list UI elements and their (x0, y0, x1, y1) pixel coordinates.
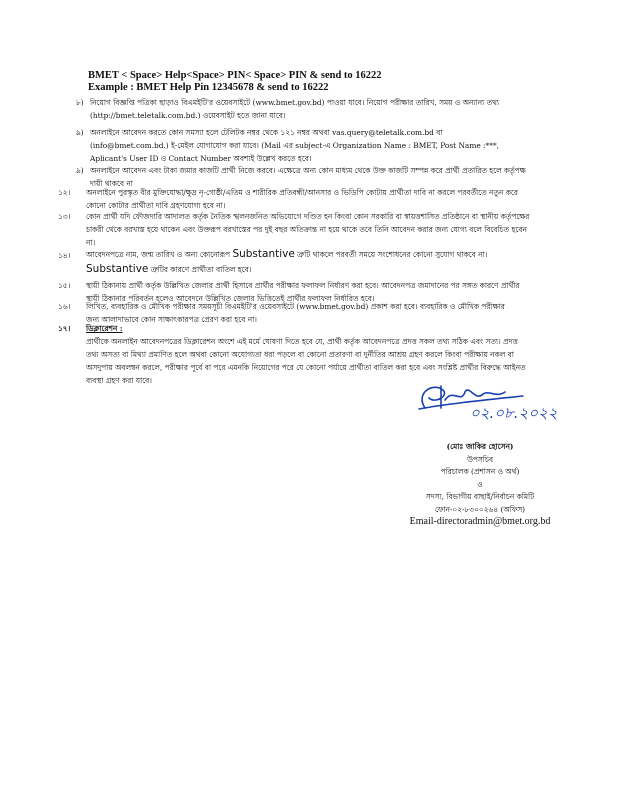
sms-format-line: BMET < Space> Help<Space> PIN< Space> PIN & send to 16222 (88, 70, 382, 81)
item-number: ৯) (76, 166, 84, 175)
item-text-segment: আবেদনপত্রে নাম, জন্ম তারিখ ও অন্য কোনোরূপ (86, 250, 231, 259)
signatory-designation: উপসচিব (467, 454, 493, 464)
list-item-8 (58, 96, 568, 126)
item-text-segment: ত্রুটির কারণে প্রার্থীতা বাতিল হবে। (150, 265, 252, 274)
signatory-email: Email-directoradmin@bmet.org.bd (409, 516, 551, 527)
signatory-name: (মোঃ জাকির হোসেন) (446, 442, 514, 451)
signatory-phone: ফোন-০২-৮৩০০২৬৪ (অফিস) (434, 504, 526, 514)
item-text-line: কোন প্রার্থী যদি ফৌজদারি আদালত কর্তৃক নৈতিক স্খলনজনিত অভিযোগে দণ্ডিত হন কিংবা কোন সরকারি বা স্বায়ত্তশাসিত প্রতিষ্ঠানে বা স্থানীয় কর্তৃপক্ষের (86, 212, 530, 221)
list-item-14 (58, 247, 568, 277)
item-text-line: প্রার্থীকে অনলাইন আবেদনপত্রের ডিক্লারেশন অংশে এই মর্মে ঘোষণা দিতে হবে যে, প্রার্থী কর্তৃক আবেদনপত্রে প্রদত্ত সকল তথ্য সঠিক এবং সত্য। প্রদত্ত (86, 337, 518, 346)
item-text-line: কোনো কোটার প্রার্থীতা দাবি গ্রহণযোগ্য হবে না। (86, 201, 226, 210)
signatory-committee: সদস্য, বিভাগীয় বাছাই/নির্বাচন কমিটি (425, 492, 535, 501)
item-number: ৯) (76, 128, 84, 137)
item-text-line: নিয়োগ বিজ্ঞপ্তি পত্রিকা ছাড়াও বিএমইটি'র ওয়েবসাইটে (www.bmet.gov.bd) পাওয়া যাবে। নিয়োগ পরীক্ষার তারিখ, সময় ও অন্যান্য তথ্য (90, 98, 500, 107)
item-text-segment: ত্রুটি থাকলে পরবর্তী সময়ে সংশোধনের কোনো সুযোগ থাকবে না। (297, 250, 488, 259)
item-number: ১৩। (58, 212, 71, 221)
signatory-and: ও (477, 479, 483, 489)
substantive-term: Substantive (232, 248, 295, 260)
list-item-9 (58, 126, 568, 166)
item-number: ১৪। (58, 251, 71, 260)
signature-date: ০২.০৮.২০২২ (470, 404, 558, 422)
item-text-line: চাকরী থেকে বরখাস্ত হয়ে থাকেন এবং উক্তরূপ বরখাস্তের পর দুই বছর অতিক্রান্ত না হয়ে থাকে তবে তিনি আবেদন করার জন্য যোগ্য বলে বিবেচিত হবেন (86, 225, 527, 234)
item-number: ১৫। (58, 281, 71, 290)
signatory-office: পরিচালক (প্রশাসন ও অর্থ) (440, 467, 520, 476)
signature-block (360, 441, 600, 529)
website-link-text: (http://bmet.teletalk.com.bd.) ওয়েবসাইট হতে জানা যাবে। (90, 111, 286, 120)
item-text-line: লিখিত, ব্যবহারিক ও মৌখিক পরীক্ষার সময়সূচী বিএমইটি'র ওয়েবসাইটে (www.bmet.gov.bd) প্রকাশ করা হবে। ব্যবহারিক ও মৌখিক পরীক্ষার (86, 302, 505, 311)
item-text-line: অনলাইনে পুরস্কৃত বীর মুক্তিযোদ্ধা/ক্ষুদ্র নৃ-গোষ্ঠী/এতিম ও শারীরিক প্রতিবন্ধী/আনসার ও ভিডিপি কোটায় প্রার্থীতা দাবি না করলে পরবর্তীতে নতুন করে (86, 188, 518, 197)
item-number: ১৬। (58, 302, 71, 311)
item-number: ১৭। (58, 324, 71, 333)
item-text-line: অনলাইনে আবেদন এবং টাকা জমার কাজটি প্রার্থী নিজে করবে। এক্ষেত্রে অন্য কোন মাধ্যম থেকে উক্ত কাজটি সম্পন্ন করে প্রার্থী প্রতারিত হলে কর্তৃপক্ষ (90, 166, 526, 175)
item-text-line: স্থায়ী ঠিকানায় প্রার্থী কর্তৃক উল্লিখিত জেলার প্রার্থী হিসাবে প্রার্থীর পরীক্ষার ফলাফল নির্ধারণ করা হবে। আবেদনপত্র জমাদানের পর সঙ্গত কারণে প্রার্থীর (86, 281, 520, 290)
list-item-13 (58, 210, 568, 250)
item-text-line: তথ্য অসত্য বা মিথ্যা প্রমাণিত হলে অথবা কোনো অযোগ্যতা ধরা পড়লে বা কোনো প্রতারণা বা দুর্নীতির আশ্রয় গ্রহণ করলে কিংবা পরীক্ষায় নকল বা (86, 350, 514, 359)
item-number: ৮) (76, 98, 84, 107)
item-text-line: Aplicant's User ID ও Contact Number অবশ্যই উল্লেখ করতে হবে। (90, 154, 312, 163)
item-text-line: ব্যবস্থা গ্রহণ করা যাবে। (86, 376, 152, 385)
item-text-line: না। (86, 238, 96, 247)
item-text-line: স্থায়ী ঠিকানার পরিবর্তন হলেও আবেদনে উল্লিখিত জেলার ভিত্তিতেই প্রার্থীর ফলাফল নির্ধারিত হবে। (86, 294, 375, 303)
item-text-line: জন্য আলাদাভাবে কোন সাক্ষাৎকারপত্র প্রেরণ করা হবে না। (86, 315, 257, 324)
sms-example-line: Example : BMET Help Pin 12345678 & send to 16222 (88, 82, 329, 93)
item-text-line: অসদুপায় অবলম্বন করলে, পরীক্ষার পূর্বে বা পরে এমনকি নিয়োগের পরে যে কোনো পর্যায়ে প্রার্থীতা বাতিল করা হবে এবং সংশ্লিষ্ট প্রার্থীর বিরুদ্ধে আইনত (86, 363, 526, 372)
item-text-line: (info@bmet.com.bd.) ই-মেইল যোগাযোগ করা যাবে। (Mail এর subject-এ Organization Name : BMET, Post Name :***, (90, 141, 499, 150)
declaration-title: ডিক্লারেশন : (86, 324, 123, 333)
item-text-line: অনলাইনে আবেদন করতে কোন সমস্যা হলে টেলিটক নম্বর থেকে ১২১ নম্বর অথবা vas.query@teletalk.com.bd বা (90, 128, 443, 137)
item-text-line: দায়ী থাকবে না (90, 179, 133, 188)
sms-instructions (88, 70, 548, 94)
substantive-term: Substantive (86, 263, 149, 275)
item-number: ১২। (58, 188, 71, 197)
